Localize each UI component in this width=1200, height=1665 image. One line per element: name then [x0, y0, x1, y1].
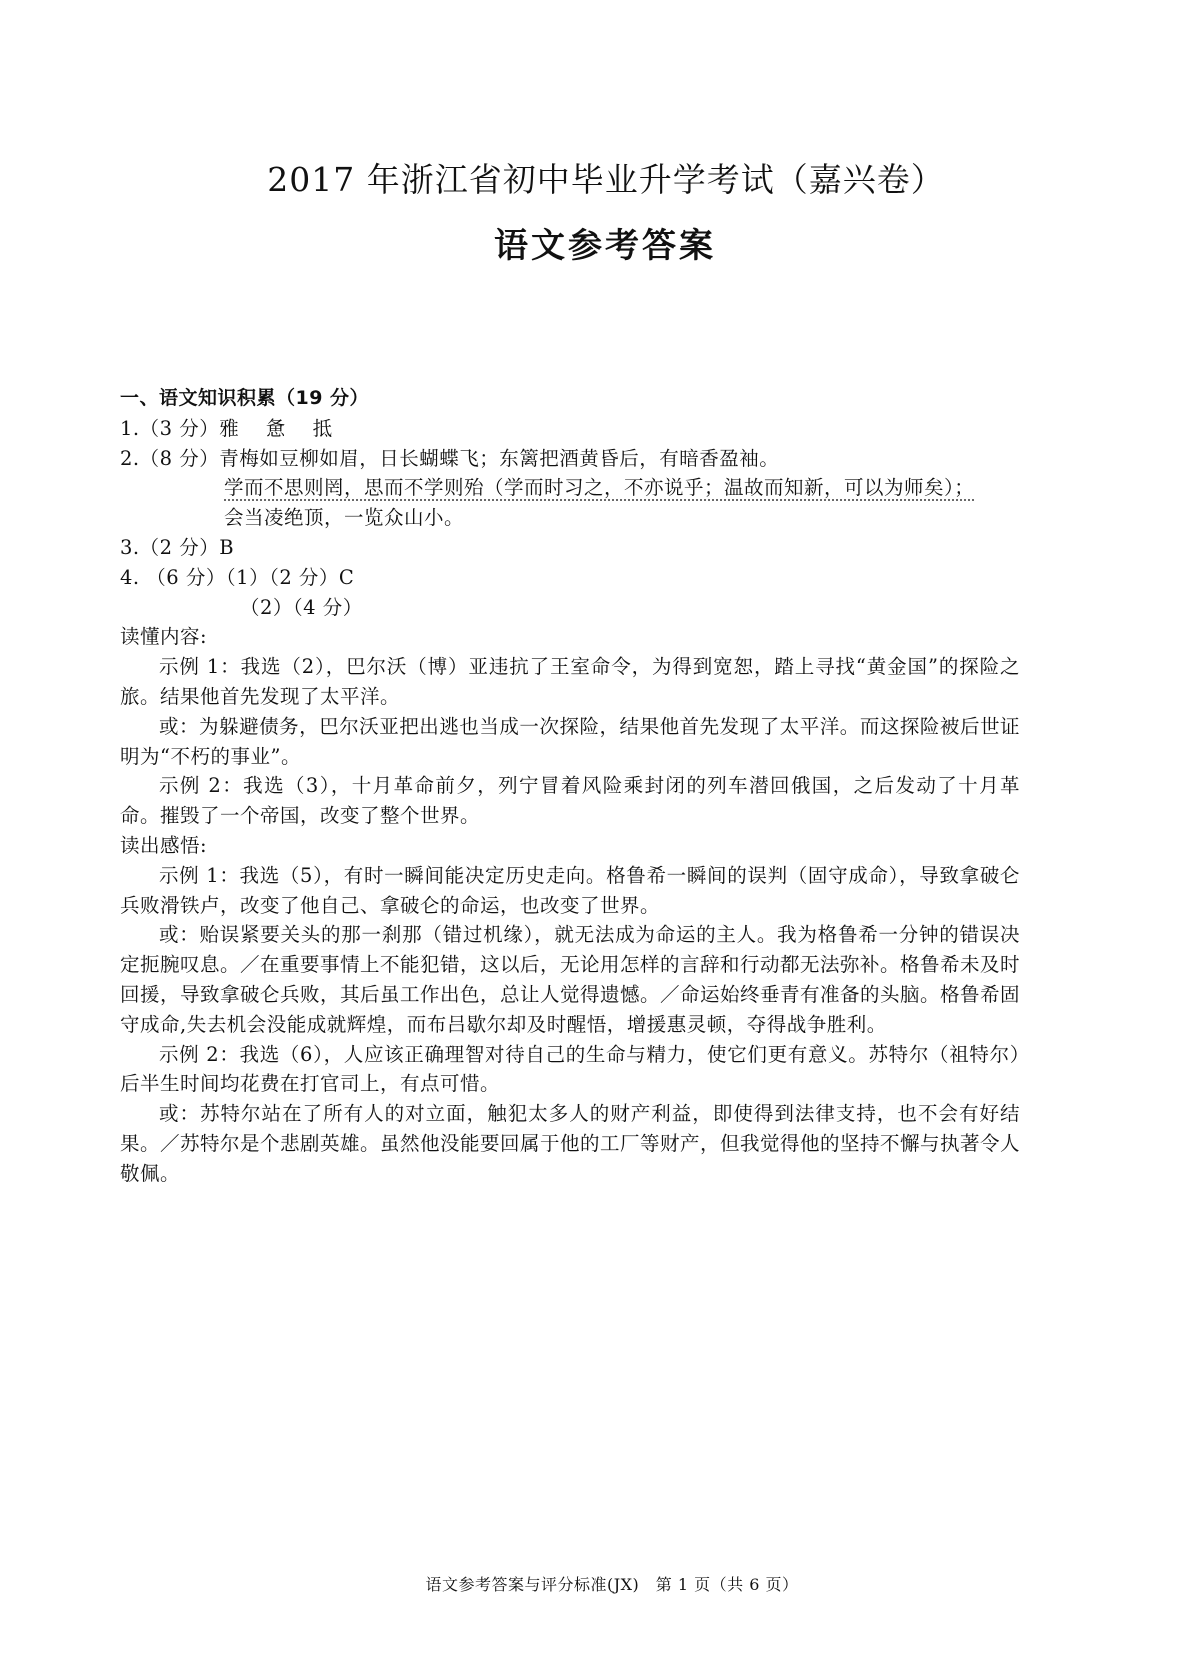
answer-body — [120, 384, 1020, 1189]
insight-example-1: 示例 1：我选（5），有时一瞬间能决定历史走向。格鲁希一瞬间的误判（固守成命），导致拿破仑兵败滑铁卢，改变了他自己、拿破仑的命运，也改变了世界。 — [120, 863, 1020, 917]
question-4-part-2: （2）（4 分） — [240, 595, 363, 619]
question-2-answer: 2.（8 分）青梅如豆柳如眉，日长蝴蝶飞；东篱把酒黄昏后，有暗香盈袖。 — [120, 446, 780, 470]
reading-label: 读懂内容: — [120, 625, 208, 649]
reading-example-2: 示例 2：我选（3），十月革命前夕，列宁冒着风险乘封闭的列车潜回俄国，之后发动了十月革命。摧毁了一个帝国，改变了整个世界。 — [120, 774, 1020, 828]
page-title: 2017 年浙江省初中毕业升学考试（嘉兴卷） — [267, 160, 945, 199]
insight-label: 读出感悟: — [120, 833, 208, 857]
page-footer: 语文参考答案与评分标准(JX) 第 1 页（共 6 页） — [425, 1575, 799, 1594]
insight-alternative-2: 或：苏特尔站在了所有人的对立面，触犯太多人的财产利益，即使得到法律支持，也不会有好结果。／苏特尔是个悲剧英雄。虽然他没能要回属于他的工厂等财产，但我觉得他的坚持不懈与执著令人敬佩。 — [120, 1102, 1021, 1185]
question-2-answer-line-2-text: 学而不思则罔，思而不学则殆（学而时习之，不亦说乎；温故而知新，可以为师矣）； — [224, 476, 975, 500]
section-heading: 一、语文知识积累（19 分） — [120, 387, 370, 409]
question-2-answer-line-3: 会当凌绝顶，一览众山小。 — [224, 506, 465, 530]
insight-example-2: 示例 2：我选（6），人应该正确理智对待自己的生命与精力，使它们更有意义。苏特尔（祖特尔）后半生时间均花费在打官司上，有点可惜。 — [120, 1042, 1020, 1096]
reading-example-1: 示例 1：我选（2），巴尔沃（博）亚违抗了王室命令，为得到宽恕，踏上寻找“黄金国”的探险之旅。结果他首先发现了太平洋。 — [120, 655, 1020, 708]
insight-alternative-1: 或：贻误紧要关头的那一刹那（错过机缘），就无法成为命运的主人。我为格鲁希一分钟的错误决定扼腕叹息。／在重要事情上不能犯错，这以后，无论用怎样的言辞和行动都无法弥补。格鲁希未及时回援，导致拿破仑兵败，其后虽工作出色，总让人觉得遗憾。／命运始终垂青有准备的头脑。格鲁希固守成命,失去机会没能成就辉煌，而布吕歇尔却及时醒悟，增援惠灵顿，夺得战争胜利。 — [120, 923, 1021, 1036]
question-3-answer: 3.（2 分）B — [120, 535, 235, 559]
reading-alternative-1: 或：为躲避债务，巴尔沃亚把出逃也当成一次探险，结果他首先发现了太平洋。而这探险被后世证明为“不朽的事业”。 — [120, 714, 1020, 768]
question-4-answer: 4. （6 分）（1）（2 分）C — [120, 565, 355, 589]
question-1-answer: 1.（3 分）雅 惫 抵 — [120, 416, 333, 440]
question-2-answer-line-2 — [120, 473, 1020, 503]
page-subtitle: 语文参考答案 — [494, 226, 716, 266]
